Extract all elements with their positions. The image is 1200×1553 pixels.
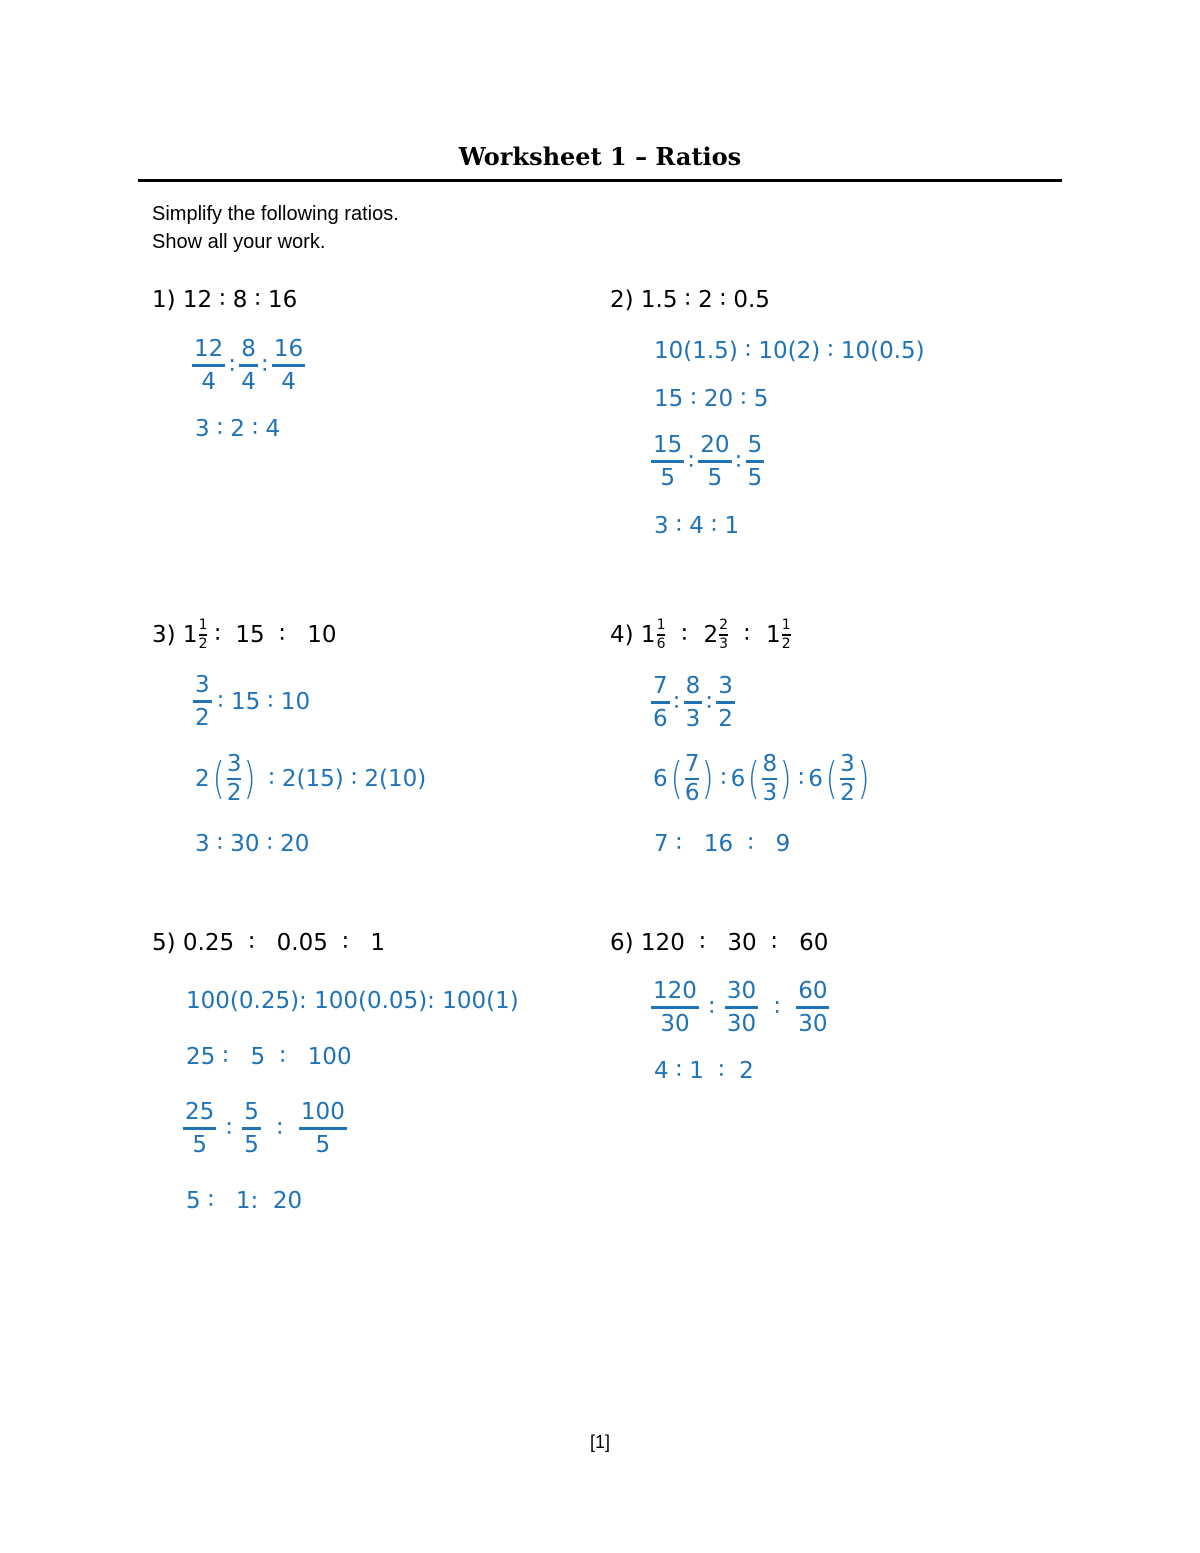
ratio-colon: ∶	[774, 994, 781, 1021]
fraction	[685, 752, 700, 807]
numerator: 12	[194, 336, 224, 362]
q2-problem-text: 1.5 ∶ 2 ∶ 0.5	[640, 287, 770, 313]
q3-problem-rest: ∶ 15 ∶ 10	[207, 622, 337, 649]
denominator: 2	[718, 706, 733, 733]
q5-problem-text: 0.25 ∶ 0.05 ∶ 1	[182, 930, 386, 956]
fraction-bar	[183, 1127, 216, 1130]
fraction	[239, 336, 258, 396]
denominator: 4	[201, 369, 216, 396]
mixed-number	[766, 618, 791, 653]
q2-step-multiply: 10(1.5) ∶ 10(2) ∶ 10(0.5)	[654, 338, 925, 364]
fraction-bar	[192, 364, 225, 367]
ratio-colon: ∶	[706, 689, 713, 716]
denominator: 5	[660, 465, 675, 492]
ratio-colon: ∶	[276, 1115, 283, 1142]
denominator: 3	[685, 706, 701, 733]
fraction	[242, 1099, 261, 1159]
multiplier: 6	[653, 766, 668, 793]
numerator: 100	[300, 1099, 345, 1125]
fraction-bar	[193, 700, 212, 703]
numerator: 60	[798, 978, 828, 1004]
fraction-bar	[299, 1127, 347, 1130]
q5-answer: 5 ∶ 1: 20	[186, 1188, 303, 1214]
fraction-bar	[272, 364, 305, 367]
q1-problem	[152, 287, 297, 313]
ratio-colon: ∶	[720, 766, 727, 793]
q3-fraction-step	[193, 672, 310, 732]
ratio-colon: ∶	[798, 766, 805, 793]
small-fraction	[199, 618, 208, 653]
ratio-colon: ∶	[681, 622, 688, 649]
ratio-colon: ∶	[708, 994, 715, 1021]
q5-step-integers: 25 ∶ 5 ∶ 100	[186, 1044, 352, 1070]
fraction	[227, 752, 242, 807]
numerator: 1	[781, 617, 791, 633]
fraction-bar	[684, 701, 703, 704]
q2-label: 2)	[610, 287, 634, 313]
denominator: 5	[747, 465, 763, 492]
q3-label: 3)	[152, 622, 176, 649]
whole-part: 1	[182, 622, 198, 649]
whole-part: 1	[766, 622, 781, 649]
denominator: 4	[241, 369, 256, 396]
q2-step-integers: 15 ∶ 20 ∶ 5	[654, 386, 769, 412]
q1-answer: 3 ∶ 2 ∶ 4	[195, 416, 281, 442]
denominator: 2	[226, 780, 242, 807]
denominator: 2	[195, 705, 210, 732]
q4-answer: 7 ∶ 16 ∶ 9	[654, 831, 791, 857]
numerator: 2	[719, 617, 729, 633]
numerator: 7	[684, 751, 700, 777]
fraction	[716, 673, 735, 733]
denominator: 5	[707, 465, 723, 492]
fraction-bar	[242, 1127, 261, 1130]
denominator: 5	[315, 1132, 331, 1159]
q2-answer: 3 ∶ 4 ∶ 1	[654, 513, 740, 539]
fraction	[746, 432, 765, 492]
ratio-colon: ∶	[673, 689, 680, 716]
fraction	[299, 1099, 347, 1159]
numerator: 1	[656, 617, 666, 633]
q2-fraction-step	[651, 432, 764, 492]
q6-label: 6)	[610, 930, 634, 956]
fraction	[762, 752, 777, 807]
mixed-number	[641, 618, 666, 653]
numerator: 5	[244, 1099, 259, 1125]
denominator: 6	[656, 636, 666, 653]
q6-problem-text: 120 ∶ 30 ∶ 60	[640, 930, 829, 956]
mixed-number	[703, 618, 728, 653]
numerator: 5	[747, 432, 763, 458]
denominator: 30	[660, 1011, 690, 1038]
denominator: 2	[781, 636, 791, 653]
denominator: 3	[719, 636, 729, 653]
multiplier: 2	[195, 766, 210, 793]
fraction-bar	[239, 364, 258, 367]
right-paren: )	[702, 753, 715, 805]
worksheet-title: Worksheet 1 – Ratios	[458, 142, 742, 171]
numerator: 8	[685, 673, 701, 699]
whole-part: 1	[640, 622, 656, 649]
fraction-bar	[651, 1006, 699, 1009]
fraction-bar	[698, 460, 731, 463]
q1-fraction-step	[192, 336, 305, 396]
left-paren: (	[670, 753, 683, 805]
denominator: 4	[281, 369, 296, 396]
q1-label: 1)	[152, 287, 176, 313]
q5-problem	[152, 930, 385, 956]
q5-step-multiply: 100(0.25): 100(0.05): 100(1)	[186, 988, 519, 1014]
numerator: 7	[653, 673, 668, 699]
q4-multiply-step	[653, 752, 872, 807]
q4-label: 4)	[610, 622, 634, 649]
q5-fraction-step	[183, 1099, 347, 1159]
ratio-colon: ∶	[744, 622, 751, 649]
fraction-bar	[651, 460, 684, 463]
numerator: 120	[653, 978, 697, 1004]
fraction	[651, 978, 699, 1038]
fraction	[698, 432, 731, 492]
fraction	[183, 1099, 216, 1159]
mixed-number	[183, 618, 208, 653]
q4-fraction-step	[651, 673, 735, 733]
fraction-bar	[651, 701, 670, 704]
denominator: 6	[684, 780, 700, 807]
numerator: 3	[195, 672, 210, 698]
whole-part: 2	[703, 622, 719, 649]
right-paren: )	[779, 753, 792, 805]
q3-multiply-step	[195, 752, 426, 807]
fraction-bar	[716, 701, 735, 704]
fraction-bar	[746, 460, 765, 463]
instruction-line-2: Show all your work.	[152, 231, 326, 253]
ratio-colon: ∶	[688, 448, 695, 475]
fraction	[725, 978, 758, 1038]
fraction-bar	[796, 1006, 829, 1009]
numerator: 25	[185, 1099, 215, 1125]
denominator: 5	[192, 1132, 207, 1159]
q6-fraction-step	[651, 978, 829, 1038]
denominator: 30	[726, 1011, 757, 1038]
small-fraction	[782, 618, 791, 653]
denominator: 2	[840, 780, 855, 807]
q4-problem	[610, 618, 791, 653]
denominator: 2	[198, 636, 208, 653]
numerator: 1	[198, 617, 208, 633]
q2-problem	[610, 287, 770, 313]
ratio-colon: ∶	[735, 448, 742, 475]
numerator: 3	[840, 751, 855, 777]
numerator: 3	[718, 673, 733, 699]
fraction	[192, 336, 225, 396]
left-paren: (	[825, 753, 838, 805]
right-paren: )	[244, 753, 257, 805]
fraction	[193, 672, 212, 732]
right-paren: )	[857, 753, 870, 805]
fraction-bar	[725, 1006, 758, 1009]
multiplier: 6	[808, 766, 823, 793]
small-fraction	[657, 618, 666, 653]
numerator: 30	[726, 978, 757, 1004]
left-paren: (	[747, 753, 760, 805]
numerator: 15	[653, 432, 683, 458]
left-paren: (	[212, 753, 225, 805]
numerator: 8	[241, 336, 256, 362]
fraction	[272, 336, 305, 396]
ratio-colon: ∶	[226, 1115, 233, 1142]
ratio-colon: ∶	[229, 352, 236, 379]
q3-problem	[152, 618, 336, 653]
q3-answer: 3 ∶ 30 ∶ 20	[195, 831, 310, 857]
q3-multiply-rest: ∶ 2(15) ∶ 2(10)	[268, 766, 427, 793]
instruction-line-1: Simplify the following ratios.	[152, 203, 399, 225]
q3-fraction-rest: ∶ 15 ∶ 10	[217, 688, 311, 715]
small-fraction	[719, 618, 728, 653]
numerator: 8	[762, 751, 778, 777]
fraction	[651, 432, 684, 492]
title-rule	[138, 179, 1062, 182]
numerator: 20	[700, 432, 730, 458]
denominator: 5	[244, 1132, 259, 1159]
q6-answer: 4 ∶ 1 ∶ 2	[654, 1058, 754, 1084]
multiplier: 6	[730, 766, 746, 793]
q1-problem-text: 12 ∶ 8 ∶ 16	[182, 287, 298, 313]
fraction	[651, 673, 670, 733]
fraction	[684, 673, 703, 733]
numerator: 3	[226, 751, 242, 777]
denominator: 3	[762, 780, 778, 807]
numerator: 16	[273, 336, 304, 362]
ratio-colon: ∶	[261, 352, 268, 379]
denominator: 30	[798, 1011, 828, 1038]
q6-problem	[610, 930, 828, 956]
fraction	[840, 752, 855, 807]
q5-label: 5)	[152, 930, 176, 956]
fraction	[796, 978, 829, 1038]
page-number: [1]	[589, 1432, 610, 1452]
denominator: 6	[653, 706, 668, 733]
